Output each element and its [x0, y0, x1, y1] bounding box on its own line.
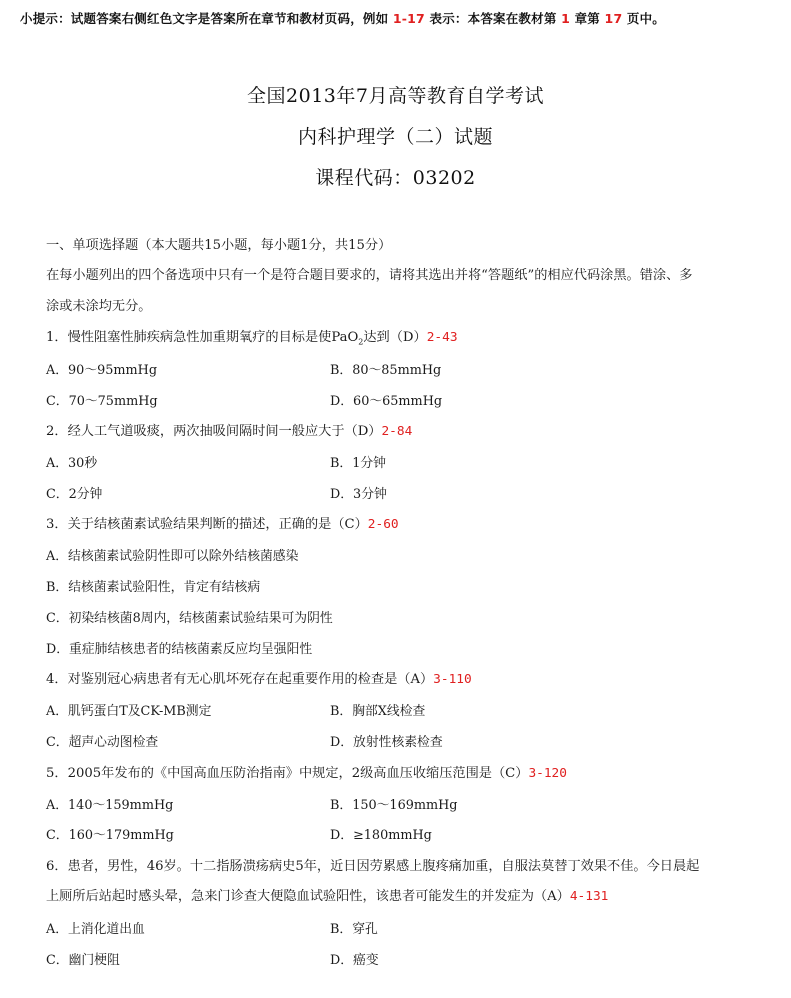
question-5-option-a: A．140～159mmHg: [46, 798, 174, 813]
instruction-line-1: 在每小题列出的四个备选项中只有一个是符合题目要求的，请将其选出并将“答题纸”的相应代码涂黑。错涂、多: [46, 268, 693, 283]
question-2-option-c: C．2分钟: [46, 487, 103, 502]
hint-middle: 表示：本答案在教材第: [429, 11, 557, 26]
question-2-option-a: A．30秒: [46, 456, 98, 471]
question-4-option-b: B．胸部X线检查: [330, 704, 426, 719]
question-6-stem-line-1: 6．患者，男性，46岁。十二指肠溃疡病史5年，近日因劳累感上腹疼痛加重，自服法莫替丁效果不佳。今日晨起: [46, 859, 700, 874]
question-4-text: 4．对鉴别冠心病患者有无心肌坏死存在起重要作用的检查是（A）: [46, 672, 434, 687]
question-6-option-b: B．穿孔: [330, 922, 378, 937]
question-5-option-c: C．160～179mmHg: [46, 828, 174, 843]
question-3-stem: [46, 513, 399, 532]
question-1-option-c: C．70～75mmHg: [46, 394, 158, 409]
question-5-text: 5．2005年发布的《中国高血压防治指南》中规定，2级高血压收缩压范围是（C）: [46, 766, 529, 781]
question-6-ref: 4-131: [569, 889, 609, 904]
question-2-ref: 2-84: [381, 424, 413, 439]
question-1-ref: 2-43: [426, 330, 458, 345]
question-6-option-d: D．癌变: [330, 953, 379, 968]
question-3-option-a: A．结核菌素试验阴性即可以除外结核菌感染: [46, 549, 299, 564]
question-4-option-a: A．肌钙蛋白T及CK-MB测定: [46, 704, 212, 719]
subject-title: 内科护理学（二）试题: [297, 126, 493, 148]
question-6-stem-line-2: [46, 885, 608, 904]
hint-suffix: 页中。: [626, 11, 666, 26]
question-2-option-b: B．1分钟: [330, 456, 386, 471]
question-4-ref: 3-110: [433, 672, 472, 687]
question-4-stem: [46, 668, 472, 687]
question-3-option-b: B．结核菌素试验阳性，肯定有结核病: [46, 580, 261, 595]
hint-prefix: 小提示：试题答案右侧红色文字是答案所在章节和教材页码，例如: [20, 11, 389, 26]
question-2-stem: [46, 420, 412, 439]
question-6-option-c: C．幽门梗阻: [46, 953, 120, 968]
question-1-text-tail: 达到（D）: [363, 330, 427, 345]
question-4-option-c: C．超声心动图检查: [46, 735, 159, 750]
question-2-text: 2．经人工气道吸痰，两次抽吸间隔时间一般应大于（D）: [46, 424, 382, 439]
exam-title: 全国2013年7月高等教育自学考试: [247, 85, 544, 107]
question-1-stem: [46, 326, 458, 347]
course-code: 课程代码：03202: [315, 167, 476, 189]
question-5-stem: [46, 762, 567, 781]
hint-chapter-unit: 章第: [574, 11, 600, 26]
question-3-option-c: C．初染结核菌8周内，结核菌素试验结果可为阴性: [46, 611, 333, 626]
question-1-text: 1．慢性阻塞性肺疾病急性加重期氧疗的目标是使PaO: [46, 330, 359, 345]
hint-example-ref: 1-17: [392, 11, 425, 26]
question-3-ref: 2-60: [367, 517, 399, 532]
question-1-option-a: A．90～95mmHg: [46, 363, 158, 378]
question-5-option-b: B．150～169mmHg: [330, 798, 458, 813]
question-2-option-d: D．3分钟: [330, 487, 387, 502]
question-3-option-d: D．重症肺结核患者的结核菌素反应均呈强阳性: [46, 642, 313, 657]
section-heading: 一、单项选择题（本大题共15小题，每小题1分，共15分）: [46, 238, 392, 253]
question-4-option-d: D．放射性核素检查: [330, 735, 443, 750]
hint-banner: [20, 9, 665, 27]
question-1-option-d: D．60～65mmHg: [330, 394, 443, 409]
instruction-line-2: 涂或未涂均无分。: [46, 299, 152, 314]
hint-page: 17: [604, 11, 623, 26]
question-6-text: 上厕所后站起时感头晕，急来门诊查大便隐血试验阳性，该患者可能发生的并发症为（A）: [46, 889, 570, 904]
question-1-subscript: 2: [358, 337, 364, 347]
question-3-text: 3．关于结核菌素试验结果判断的描述，正确的是（C）: [46, 517, 368, 532]
hint-chapter: 1: [561, 11, 571, 26]
question-5-option-d: D．≥180mmHg: [330, 828, 432, 843]
question-6-option-a: A．上消化道出血: [46, 922, 145, 937]
question-5-ref: 3-120: [528, 766, 567, 781]
question-1-option-b: B．80～85mmHg: [330, 363, 442, 378]
